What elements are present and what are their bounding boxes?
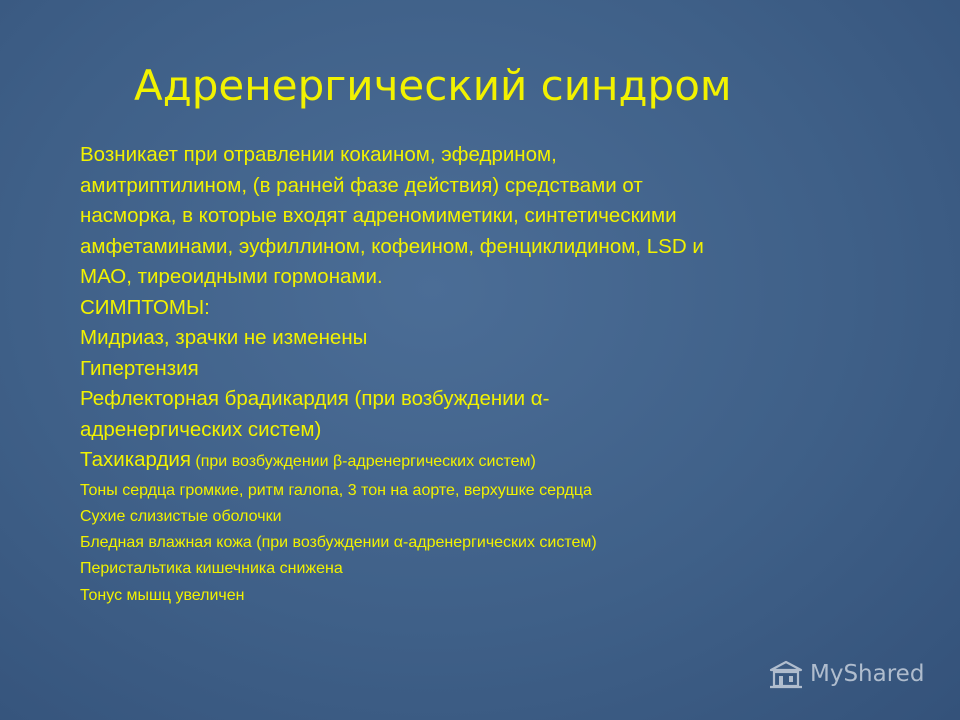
symptom-line-small: Тоны сердца громкие, ритм галопа, 3 тон на аорте, верхушке сердца (80, 481, 592, 499)
intro-line: амфетаминами, эуфиллином, кофеином, фенциклидином, LSD и (80, 234, 704, 258)
symptom-line: Мидриаз, зрачки не изменены (80, 326, 368, 349)
intro-line: амитриптилином, (в ранней фазе действия) средствами от (80, 173, 643, 197)
school-building-icon (768, 658, 804, 690)
slide-title: Адренергический синдром (134, 61, 732, 110)
intro-line: МАО, тиреоидными гормонами. (80, 265, 383, 288)
watermark (768, 656, 924, 692)
symptom-line-small: Перистальтика кишечника снижена (80, 560, 343, 578)
symptom-line-small: Бледная влажная кожа (при возбуждении α-адренергических систем) (80, 534, 597, 552)
slide-body (80, 140, 920, 609)
tachycardia-label: Тахикардия (80, 448, 191, 471)
intro-line: насморка, в которые входят адреномиметики, синтетическими (80, 204, 677, 227)
tachycardia-line (80, 445, 920, 478)
symptom-line: Рефлекторная брадикардия (при возбуждении α- (80, 387, 550, 410)
symptom-line: Гипертензия (80, 356, 199, 380)
symptom-line-small: Сухие слизистые оболочки (80, 507, 282, 525)
symptom-line: адренергических систем) (80, 417, 322, 441)
symptom-line-small: Тонус мышц увеличен (80, 586, 245, 604)
intro-line: Возникает при отравлении кокаином, эфедрином, (80, 143, 557, 166)
symptoms-heading: СИМПТОМЫ: (80, 295, 210, 319)
tachycardia-note: (при возбуждении β-адренергических систем) (190, 453, 536, 470)
watermark-text: MyShared (810, 661, 925, 687)
